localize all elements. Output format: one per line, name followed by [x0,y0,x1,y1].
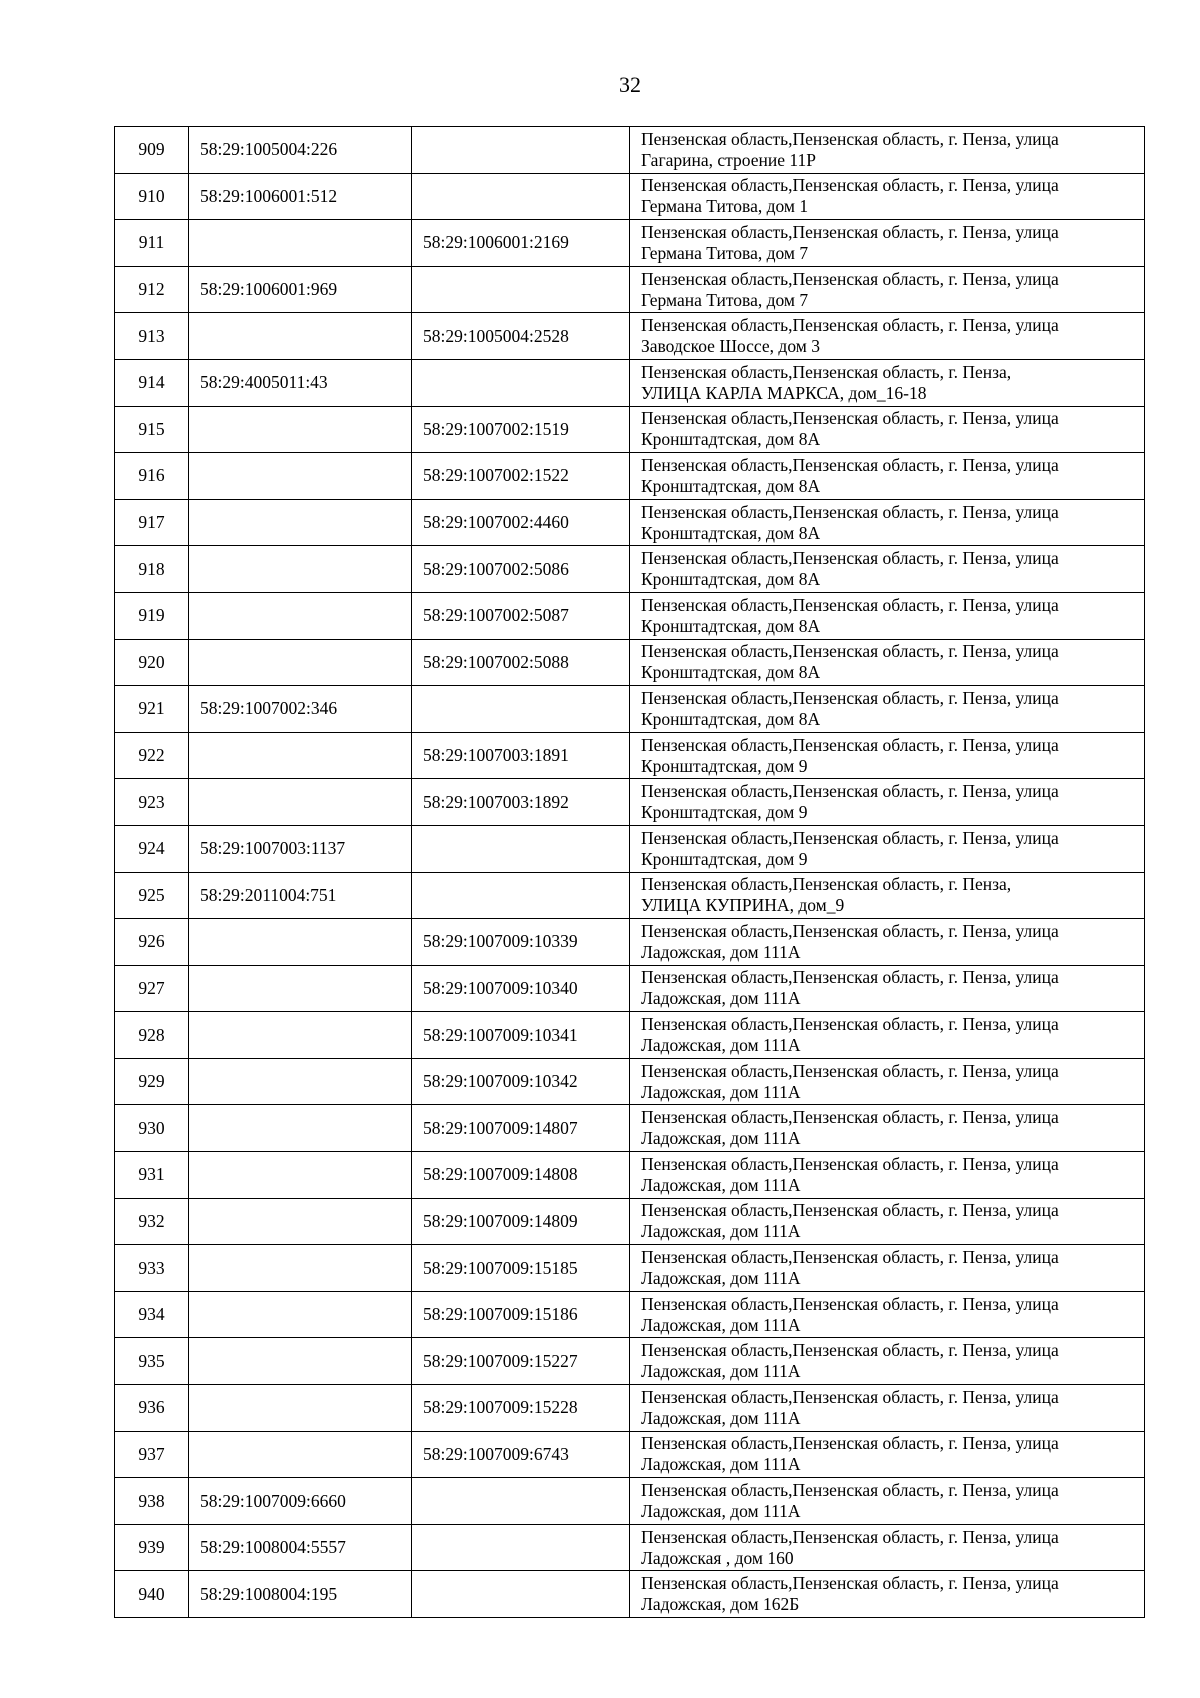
cadastral-number-cell [189,919,412,966]
address-cell [630,592,1145,639]
cadastral-number-alt-cell: 58:29:1007009:14807 [412,1105,630,1152]
address-line: Пензенская область,Пензенская область, г. Пенза, улица [641,827,1059,848]
cadastral-number-alt-cell [412,127,630,174]
address-cell [630,639,1145,686]
cadastral-number-alt-cell [412,825,630,872]
cadastral-number-cell: 58:29:2011004:751 [189,872,412,919]
cadastral-number-cell [189,1105,412,1152]
table-row [115,1058,1145,1105]
address-line: Заводское Шоссе, дом 3 [641,336,820,357]
cadastral-number-cell: 58:29:1005004:226 [189,127,412,174]
row-number-cell: 927 [115,965,189,1012]
cadastral-number-alt-cell [412,686,630,733]
address-line: Кронштадтская, дом 8А [641,662,821,683]
address-line: Ладожская, дом 111А [641,1268,801,1289]
address-line: Германа Титова, дом 1 [641,196,809,217]
table-row [115,266,1145,313]
address-cell [630,732,1145,779]
cadastral-number-alt-cell: 58:29:1007009:14809 [412,1198,630,1245]
cadastral-number-alt-cell [412,1524,630,1571]
address-line: Пензенская область,Пензенская область, г. Пенза, улица [641,221,1059,242]
cadastral-number-cell: 58:29:1006001:512 [189,173,412,220]
address-cell [630,453,1145,500]
table-row [115,1338,1145,1385]
address-line: Пензенская область,Пензенская область, г. Пенза, улица [641,175,1059,196]
table-row [115,173,1145,220]
cadastral-number-alt-cell [412,1478,630,1525]
address-line: Ладожская, дом 111А [641,1081,801,1102]
address-line: Пензенская область,Пензенская область, г. Пенза, улица [641,1573,1059,1594]
cadastral-number-cell: 58:29:1008004:5557 [189,1524,412,1571]
table-row [115,1012,1145,1059]
address-line: Ладожская, дом 111А [641,1314,801,1335]
address-line: Пензенская область,Пензенская область, г. Пенза, улица [641,454,1059,475]
table-row [115,1291,1145,1338]
cadastral-number-alt-cell [412,872,630,919]
row-number-cell: 926 [115,919,189,966]
address-cell [630,1478,1145,1525]
table-row [115,127,1145,174]
row-number-cell: 935 [115,1338,189,1385]
address-line: Кронштадтская, дом 8А [641,522,821,543]
address-line: Кронштадтская, дом 8А [641,615,821,636]
table-row [115,1385,1145,1432]
cadastral-number-cell [189,406,412,453]
address-cell [630,1245,1145,1292]
address-cell [630,1338,1145,1385]
row-number-cell: 925 [115,872,189,919]
cadastral-number-alt-cell: 58:29:1007002:1519 [412,406,630,453]
row-number-cell: 912 [115,266,189,313]
address-cell [630,406,1145,453]
table-row [115,359,1145,406]
table-row [115,1245,1145,1292]
address-line: Пензенская область,Пензенская область, г. Пенза, [641,361,1012,382]
address-line: Пензенская область,Пензенская область, г. Пенза, улица [641,1247,1059,1268]
cadastral-number-cell: 58:29:1007009:6660 [189,1478,412,1525]
row-number-cell: 917 [115,499,189,546]
address-line: Ладожская, дом 111А [641,1361,801,1382]
table-body [115,127,1145,1618]
address-line: Пензенская область,Пензенская область, г. Пенза, улица [641,1433,1059,1454]
cadastral-number-cell: 58:29:1007003:1137 [189,825,412,872]
address-cell [630,1571,1145,1618]
address-cell [630,1012,1145,1059]
registry-table [114,126,1145,1618]
row-number-cell: 910 [115,173,189,220]
address-line: Пензенская область,Пензенская область, г. Пенза, улица [641,1526,1059,1547]
row-number-cell: 920 [115,639,189,686]
table-row [115,1431,1145,1478]
address-line: Ладожская, дом 111А [641,1221,801,1242]
address-line: Ладожская, дом 111А [641,1174,801,1195]
cadastral-number-cell [189,1012,412,1059]
row-number-cell: 915 [115,406,189,453]
row-number-cell: 922 [115,732,189,779]
cadastral-number-cell [189,1058,412,1105]
address-line: Ладожская, дом 111А [641,1454,801,1475]
page-number: 32 [619,72,641,97]
address-line: Пензенская область,Пензенская область, г. Пенза, улица [641,1480,1059,1501]
address-line: Пензенская область,Пензенская область, г. Пенза, улица [641,781,1059,802]
address-cell [630,173,1145,220]
cadastral-number-cell [189,1338,412,1385]
address-cell [630,1058,1145,1105]
row-number-cell: 914 [115,359,189,406]
cadastral-number-alt-cell: 58:29:1007002:1522 [412,453,630,500]
address-line: Пензенская область,Пензенская область, г. Пенза, улица [641,641,1059,662]
row-number-cell: 939 [115,1524,189,1571]
address-line: Кронштадтская, дом 9 [641,802,808,823]
cadastral-number-cell: 58:29:1008004:195 [189,1571,412,1618]
address-line: Ладожская, дом 111А [641,941,801,962]
address-line: Германа Титова, дом 7 [641,242,809,263]
cadastral-number-cell [189,453,412,500]
table-row [115,453,1145,500]
cadastral-number-alt-cell: 58:29:1007009:10339 [412,919,630,966]
row-number-cell: 940 [115,1571,189,1618]
cadastral-number-cell [189,1245,412,1292]
address-cell [630,965,1145,1012]
cadastral-number-alt-cell: 58:29:1007009:10340 [412,965,630,1012]
address-cell [630,919,1145,966]
address-line: Пензенская область,Пензенская область, г. Пенза, улица [641,268,1059,289]
address-cell [630,1152,1145,1199]
address-cell [630,313,1145,360]
row-number-cell: 936 [115,1385,189,1432]
cadastral-number-alt-cell: 58:29:1007002:4460 [412,499,630,546]
row-number-cell: 909 [115,127,189,174]
address-line: Пензенская область,Пензенская область, г. Пенза, [641,874,1012,895]
address-cell [630,1431,1145,1478]
address-line: Кронштадтская, дом 9 [641,848,808,869]
address-cell [630,1291,1145,1338]
row-number-cell: 924 [115,825,189,872]
cadastral-number-cell [189,1152,412,1199]
row-number-cell: 921 [115,686,189,733]
cadastral-number-alt-cell: 58:29:1007009:15227 [412,1338,630,1385]
address-cell [630,359,1145,406]
cadastral-number-cell [189,1291,412,1338]
row-number-cell: 916 [115,453,189,500]
address-line: УЛИЦА КУПРИНА, дом_9 [641,895,845,916]
table-row [115,1198,1145,1245]
cadastral-number-cell: 58:29:1006001:969 [189,266,412,313]
cadastral-number-alt-cell: 58:29:1007009:10342 [412,1058,630,1105]
address-line: Пензенская область,Пензенская область, г. Пенза, улица [641,315,1059,336]
address-cell [630,1198,1145,1245]
address-line: Ладожская, дом 111А [641,1407,801,1428]
address-line: Пензенская область,Пензенская область, г. Пенза, улица [641,1200,1059,1221]
row-number-cell: 932 [115,1198,189,1245]
row-number-cell: 913 [115,313,189,360]
address-line: Пензенская область,Пензенская область, г. Пенза, улица [641,1153,1059,1174]
table-row [115,779,1145,826]
cadastral-number-cell [189,1198,412,1245]
row-number-cell: 929 [115,1058,189,1105]
address-line: УЛИЦА КАРЛА МАРКСА, дом_16-18 [641,382,927,403]
cadastral-number-alt-cell: 58:29:1006001:2169 [412,220,630,267]
address-cell [630,1524,1145,1571]
row-number-cell: 919 [115,592,189,639]
address-line: Германа Титова, дом 7 [641,289,809,310]
address-line: Кронштадтская, дом 8А [641,708,821,729]
cadastral-number-alt-cell [412,1571,630,1618]
address-cell [630,686,1145,733]
address-line: Кронштадтская, дом 8А [641,475,821,496]
row-number-cell: 923 [115,779,189,826]
table-row [115,872,1145,919]
row-number-cell: 911 [115,220,189,267]
address-line: Пензенская область,Пензенская область, г. Пенза, улица [641,734,1059,755]
address-line: Ладожская, дом 111А [641,988,801,1009]
address-cell [630,220,1145,267]
address-line: Ладожская, дом 111А [641,1035,801,1056]
cadastral-number-cell [189,732,412,779]
address-line: Кронштадтская, дом 9 [641,755,808,776]
cadastral-number-cell [189,546,412,593]
row-number-cell: 938 [115,1478,189,1525]
address-line: Пензенская область,Пензенская область, г. Пенза, улица [641,1014,1059,1035]
address-cell [630,266,1145,313]
address-cell [630,1385,1145,1432]
cadastral-number-alt-cell [412,266,630,313]
table-row [115,1152,1145,1199]
address-line: Пензенская область,Пензенская область, г. Пенза, улица [641,128,1059,149]
table-row [115,592,1145,639]
address-line: Ладожская, дом 111А [641,1501,801,1522]
address-cell [630,546,1145,593]
address-line: Ладожская, дом 162Б [641,1594,800,1615]
row-number-cell: 918 [115,546,189,593]
table-row [115,639,1145,686]
address-line: Пензенская область,Пензенская область, г. Пенза, улица [641,920,1059,941]
table-row [115,825,1145,872]
address-line: Пензенская область,Пензенская область, г. Пенза, улица [641,1340,1059,1361]
address-line: Пензенская область,Пензенская область, г. Пенза, улица [641,501,1059,522]
address-cell [630,1105,1145,1152]
cadastral-number-alt-cell: 58:29:1007002:5088 [412,639,630,686]
table-row [115,965,1145,1012]
address-cell [630,127,1145,174]
address-cell [630,779,1145,826]
cadastral-number-cell: 58:29:1007002:346 [189,686,412,733]
cadastral-number-alt-cell: 58:29:1007009:15185 [412,1245,630,1292]
address-line: Пензенская область,Пензенская область, г. Пенза, улица [641,1060,1059,1081]
address-line: Пензенская область,Пензенская область, г. Пенза, улица [641,967,1059,988]
cadastral-number-alt-cell: 58:29:1007009:15186 [412,1291,630,1338]
cadastral-number-cell [189,592,412,639]
cadastral-number-alt-cell: 58:29:1007009:10341 [412,1012,630,1059]
address-line: Кронштадтская, дом 8А [641,569,821,590]
cadastral-number-alt-cell: 58:29:1005004:2528 [412,313,630,360]
cadastral-number-alt-cell: 58:29:1007003:1891 [412,732,630,779]
address-line: Пензенская область,Пензенская область, г. Пенза, улица [641,408,1059,429]
table-row [115,499,1145,546]
cadastral-number-alt-cell: 58:29:1007009:6743 [412,1431,630,1478]
address-line: Ладожская , дом 160 [641,1547,794,1568]
row-number-cell: 934 [115,1291,189,1338]
address-line: Пензенская область,Пензенская область, г. Пенза, улица [641,548,1059,569]
cadastral-number-alt-cell [412,359,630,406]
cadastral-number-alt-cell: 58:29:1007002:5086 [412,546,630,593]
cadastral-number-cell [189,779,412,826]
address-line: Гагарина, строение 11Р [641,149,816,170]
address-line: Пензенская область,Пензенская область, г. Пенза, улица [641,1386,1059,1407]
address-line: Ладожская, дом 111А [641,1128,801,1149]
address-line: Пензенская область,Пензенская область, г. Пенза, улица [641,687,1059,708]
cadastral-number-alt-cell: 58:29:1007009:15228 [412,1385,630,1432]
row-number-cell: 931 [115,1152,189,1199]
table-row [115,732,1145,779]
cadastral-number-cell: 58:29:4005011:43 [189,359,412,406]
row-number-cell: 928 [115,1012,189,1059]
address-line: Пензенская область,Пензенская область, г. Пенза, улица [641,1107,1059,1128]
cadastral-number-cell [189,220,412,267]
address-line: Кронштадтская, дом 8А [641,429,821,450]
table-row [115,919,1145,966]
table-row [115,220,1145,267]
table-row [115,546,1145,593]
table-row [115,1478,1145,1525]
cadastral-number-cell [189,1385,412,1432]
row-number-cell: 933 [115,1245,189,1292]
table-row [115,406,1145,453]
cadastral-number-alt-cell: 58:29:1007003:1892 [412,779,630,826]
cadastral-number-cell [189,639,412,686]
cadastral-number-cell [189,1431,412,1478]
address-cell [630,499,1145,546]
table-row [115,1571,1145,1618]
cadastral-number-alt-cell: 58:29:1007002:5087 [412,592,630,639]
address-cell [630,872,1145,919]
cadastral-number-cell [189,499,412,546]
table-row [115,313,1145,360]
row-number-cell: 937 [115,1431,189,1478]
table-row [115,686,1145,733]
address-cell [630,825,1145,872]
cadastral-number-cell [189,313,412,360]
cadastral-number-alt-cell [412,173,630,220]
table-row [115,1105,1145,1152]
address-line: Пензенская область,Пензенская область, г. Пенза, улица [641,594,1059,615]
cadastral-number-cell [189,965,412,1012]
cadastral-number-alt-cell: 58:29:1007009:14808 [412,1152,630,1199]
address-line: Пензенская область,Пензенская область, г. Пенза, улица [641,1293,1059,1314]
table-row [115,1524,1145,1571]
row-number-cell: 930 [115,1105,189,1152]
